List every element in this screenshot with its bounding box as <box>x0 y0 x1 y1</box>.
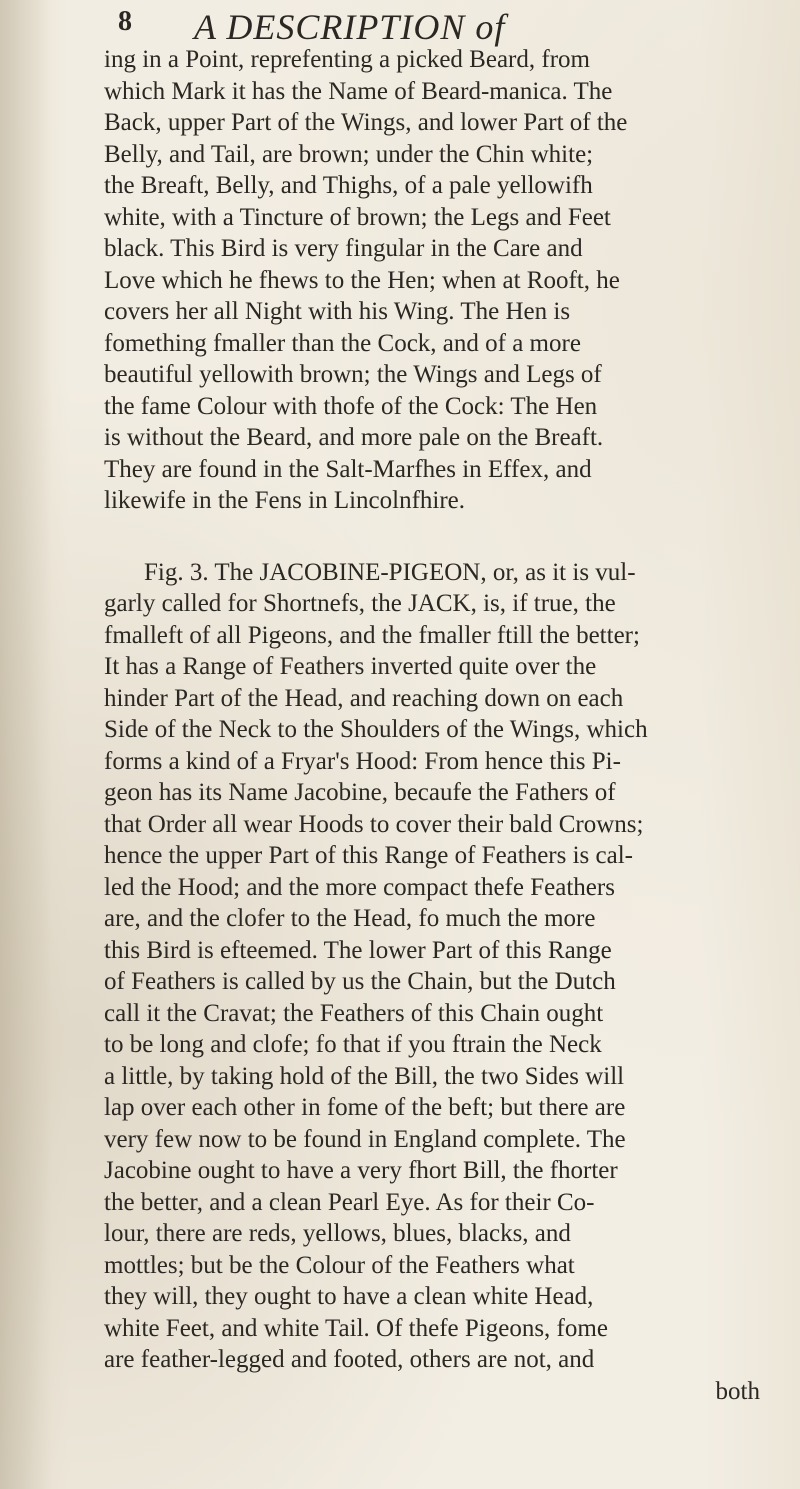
text-line: black. This Bird is very fingular in the Care and <box>104 235 583 262</box>
text-line: lap over each other in fome of the beft; but there are <box>104 1094 626 1121</box>
text-line: are feather-legged and footed, others are not, and <box>104 1346 595 1373</box>
body-text <box>104 44 780 1407</box>
text-line: of Feathers is called by us the Chain, but the Dutch <box>104 968 616 995</box>
text-line: white Feet, and white Tail. Of thefe Pigeons, fome <box>104 1314 608 1342</box>
text-line: led the Hood; and the more compact thefe Feathers <box>104 873 615 901</box>
text-line: likewife in the Fens in Lincolnfhire. <box>104 487 466 514</box>
text-line: geon has its Name Jacobine, becaufe the Fathers of <box>104 779 616 806</box>
text-line: ing in a Point, reprefenting a picked Beard, from <box>104 46 590 73</box>
text-line: They are found in the Salt-Marfhes in Effex, and <box>104 455 592 483</box>
text-line: fmalleft of all Pigeons, and the fmaller ftill the better; <box>104 621 640 649</box>
catchword: both <box>715 1377 760 1405</box>
text-line: beautiful yellowith brown; the Wings and Legs of <box>104 361 602 388</box>
text-line: are, and the clofer to the Head, fo much the more <box>104 905 596 932</box>
text-line: that Order all wear Hoods to cover their bald Crowns; <box>104 810 644 838</box>
text-line: Fig. 3. The JACOBINE-PIGEON, or, as it is vul- <box>144 558 636 586</box>
paragraph-gap <box>104 517 780 557</box>
text-line: to be long and clofe; fo that if you ftrain the Neck <box>104 1031 602 1058</box>
text-line: this Bird is efteemed. The lower Part of this Range <box>104 936 612 964</box>
page-number: 8 <box>118 6 133 37</box>
text-line: hence the upper Part of this Range of Feathers is cal- <box>104 842 633 869</box>
text-line: is without the Beard, and more pale on the Breaft. <box>104 424 604 451</box>
text-line: very few now to be found in England complete. The <box>104 1125 626 1153</box>
text-line: Love which he fhews to the Hen; when at Rooft, he <box>104 266 620 294</box>
text-line: forms a kind of a Fryar's Hood: From hence this Pi- <box>104 747 621 775</box>
text-line: a little, by taking hold of the Bill, the two Sides will <box>104 1062 625 1090</box>
text-line: the better, and a clean Pearl Eye. As for their Co- <box>104 1188 595 1216</box>
text-line: the Breaft, Belly, and Thighs, of a pale yellowifh <box>104 172 593 199</box>
text-line: the fame Colour with thofe of the Cock: The Hen <box>104 392 598 420</box>
text-line: mottles; but be the Colour of the Feathers what <box>104 1251 575 1279</box>
text-line: covers her all Night with his Wing. The Hen is <box>104 298 571 325</box>
text-line: they will, they ought to have a clean white Head, <box>104 1283 594 1310</box>
running-title: A DESCRIPTION of <box>194 7 506 47</box>
text-line: fomething fmaller than the Cock, and of a more <box>104 329 581 357</box>
text-line: white, with a Tincture of brown; the Legs and Feet <box>104 203 611 231</box>
text-line: garly called for Shortnefs, the JACK, is, if true, the <box>104 590 616 617</box>
text-line: It has a Range of Feathers inverted quite over the <box>104 653 597 680</box>
text-line: lour, there are reds, yellows, blues, blacks, and <box>104 1220 571 1247</box>
text-line: Side of the Neck to the Shoulders of the Wings, which <box>104 716 648 743</box>
text-line: which Mark it has the Name of Beard-manica. The <box>104 77 613 105</box>
text-line: hinder Part of the Head, and reaching down on each <box>104 684 624 712</box>
text-line: call it the Cravat; the Feathers of this Chain ought <box>104 999 604 1027</box>
text-line: Belly, and Tail, are brown; under the Chin white; <box>104 140 594 168</box>
text-line: Back, upper Part of the Wings, and lower Part of the <box>104 109 628 136</box>
page-gutter-shadow <box>0 0 52 1489</box>
text-line: Jacobine ought to have a very fhort Bill, the fhorter <box>104 1157 618 1184</box>
